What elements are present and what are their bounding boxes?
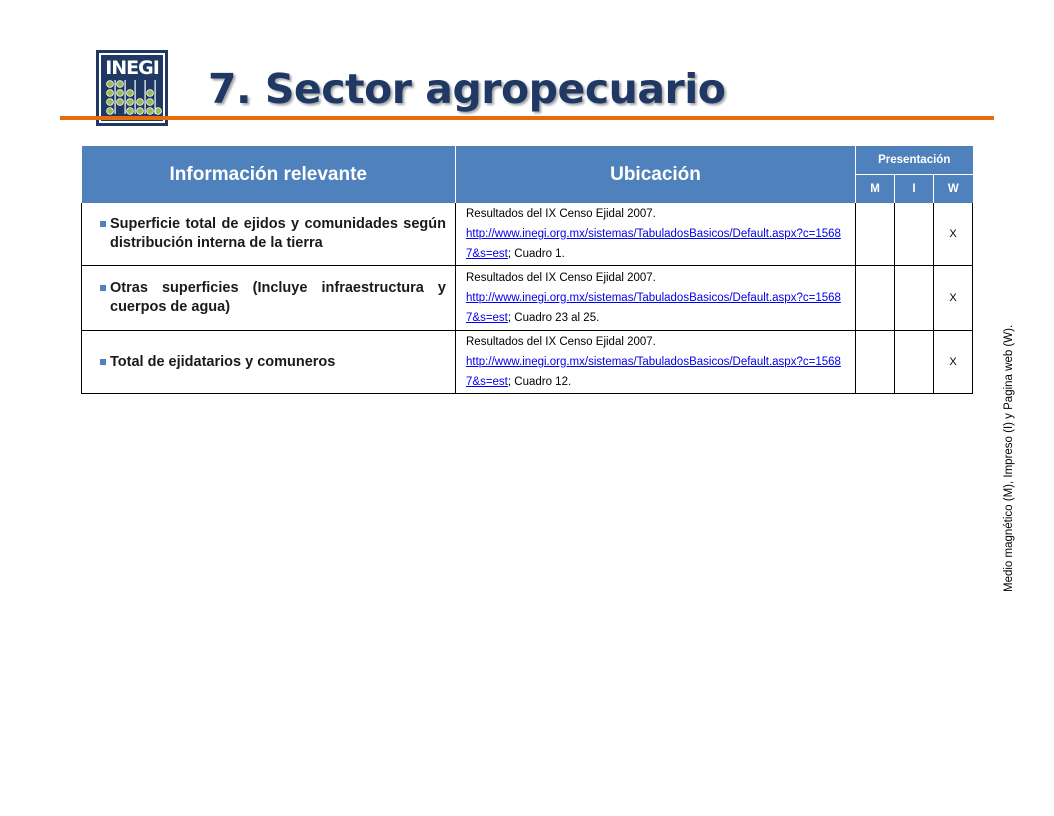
table-row	[82, 203, 973, 266]
table-row	[82, 266, 973, 331]
source-text: Resultados del IX Censo Ejidal 2007.	[466, 208, 656, 220]
bullet-icon	[100, 221, 106, 227]
source-link[interactable]: http://www.inegi.org.mx/sistemas/TabuladosBasicos/Default.aspx?c=15687&s=est	[466, 356, 841, 388]
info-text: Total de ejidatarios y comuneros	[110, 353, 336, 370]
source-link[interactable]: http://www.inegi.org.mx/sistemas/TabuladosBasicos/Default.aspx?c=15687&s=est	[466, 292, 841, 324]
bullet-icon	[100, 285, 106, 291]
header-i: I	[895, 175, 934, 204]
cell-i	[895, 266, 934, 331]
info-text: Otras superficies (Incluye infraestructura y cuerpos de agua)	[110, 280, 446, 315]
cell-m	[856, 266, 895, 331]
title-underline	[60, 116, 994, 120]
page-title: 7. Sector agropecuario	[208, 65, 726, 113]
bullet-icon	[100, 359, 106, 365]
cell-w: X	[934, 266, 973, 331]
svg-text:INEGI: INEGI	[105, 57, 159, 79]
header-ubicacion: Ubicación	[456, 146, 856, 203]
table-reference: ; Cuadro 23 al 25.	[507, 312, 600, 324]
source-link[interactable]: http://www.inegi.org.mx/sistemas/TabuladosBasicos/Default.aspx?c=15687&s=est	[466, 228, 841, 260]
header-presentacion: Presentación	[856, 146, 973, 175]
source-text: Resultados del IX Censo Ejidal 2007.	[466, 272, 656, 284]
cell-m	[856, 331, 895, 394]
presentation-legend: Medio magnético (M), Impreso (I) y Pagina web (W).	[1003, 324, 1015, 592]
inegi-logo	[96, 50, 168, 126]
cell-i	[895, 203, 934, 266]
cell-w: X	[934, 331, 973, 394]
source-text: Resultados del IX Censo Ejidal 2007.	[466, 336, 656, 348]
cell-m	[856, 203, 895, 266]
table-reference: ; Cuadro 1.	[507, 248, 565, 260]
info-text: Superficie total de ejidos y comunidades según distribución interna de la tierra	[110, 216, 446, 251]
table-row	[82, 331, 973, 394]
table-reference: ; Cuadro 12.	[507, 376, 572, 388]
header-informacion: Información relevante	[82, 146, 456, 203]
header-m: M	[856, 175, 895, 204]
information-table	[81, 146, 973, 394]
cell-i	[895, 331, 934, 394]
header-w: W	[934, 175, 973, 204]
cell-w: X	[934, 203, 973, 266]
